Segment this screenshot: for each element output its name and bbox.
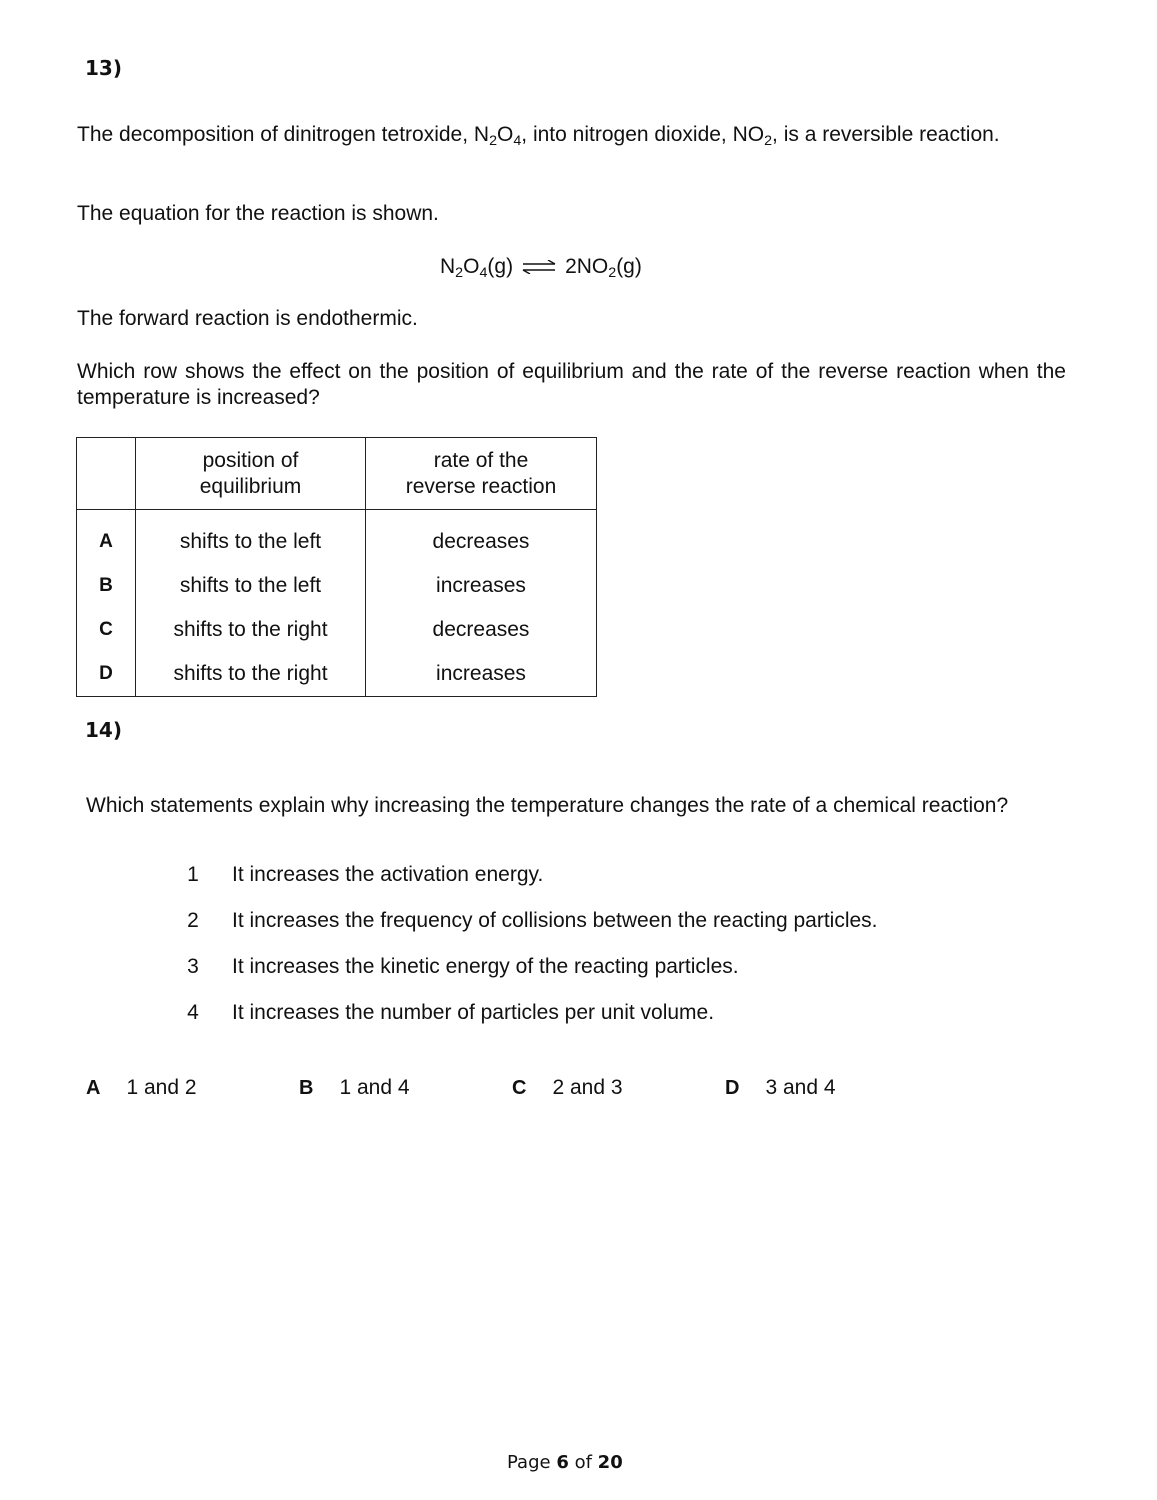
answer-option-a [86, 1076, 197, 1100]
q13-intro-text: The decomposition of dinitrogen tetroxide, $N_2O_4$, into nitrogen dioxide, $NO_2$, is a reversible reaction. [77, 123, 1000, 149]
answer-option-c [512, 1076, 623, 1100]
row-rate: decreases [366, 510, 597, 565]
row-rate: increases [366, 564, 597, 608]
answer-letter: D [725, 1077, 740, 1099]
table-row [77, 510, 597, 565]
equilibrium-arrows-icon [521, 260, 557, 274]
forward-reaction-note: The forward reaction is endothermic. [77, 307, 418, 330]
question-14-number: 14) [85, 718, 122, 742]
answer-text: 1 and 2 [126, 1076, 197, 1099]
row-position: shifts to the left [136, 564, 366, 608]
equation-intro: The equation for the reaction is shown. [77, 202, 439, 225]
answer-letter: A [86, 1077, 101, 1099]
row-rate: decreases [366, 608, 597, 652]
table-header-row [77, 438, 597, 510]
row-rate: increases [366, 652, 597, 697]
row-position: shifts to the right [136, 608, 366, 652]
statement-text: It increases the frequency of collisions between the reacting particles. [232, 909, 878, 932]
row-letter: B [77, 564, 136, 608]
header-empty-cell [77, 438, 136, 510]
statement-item [178, 863, 543, 887]
q14-question: Which statements explain why increasing the temperature changes the rate of a chemical reaction? [86, 794, 1009, 817]
header-position: position of equilibrium [136, 438, 366, 510]
statement-item [178, 955, 739, 979]
statement-number: 4 [187, 1001, 199, 1024]
table-row [77, 564, 597, 608]
row-letter: C [77, 608, 136, 652]
statement-text: It increases the number of particles per unit volume. [232, 1001, 715, 1024]
statement-number: 1 [187, 863, 199, 886]
statement-number: 3 [187, 955, 199, 978]
answer-letter: C [512, 1077, 527, 1099]
question-13-number: 13) [85, 56, 122, 80]
reaction-equation: $N_2O_4(g)$ $2NO_2(g)$ [440, 255, 642, 281]
statement-item [178, 909, 878, 933]
answer-text: 2 and 3 [552, 1076, 623, 1099]
q13-question: Which row shows the effect on the position of equilibrium and the rate of the reverse reaction when the temperature is increased? [77, 360, 1066, 409]
row-position: shifts to the right [136, 652, 366, 697]
table-row [77, 608, 597, 652]
statement-text: It increases the kinetic energy of the reacting particles. [232, 955, 739, 978]
table-row [77, 652, 597, 697]
answer-text: 3 and 4 [765, 1076, 836, 1099]
row-position: shifts to the left [136, 510, 366, 565]
statement-item [178, 1001, 714, 1025]
row-letter: D [77, 652, 136, 697]
row-letter: A [77, 510, 136, 565]
answer-option-b [299, 1076, 410, 1100]
answer-text: 1 and 4 [339, 1076, 410, 1099]
q13-options-table [76, 437, 597, 697]
answer-option-d [725, 1076, 836, 1100]
statement-number: 2 [187, 909, 199, 932]
header-rate: rate of the reverse reaction [366, 438, 597, 510]
page-footer: Page 6 of 20 [507, 1452, 623, 1473]
answer-letter: B [299, 1077, 314, 1099]
statement-text: It increases the activation energy. [232, 863, 544, 886]
